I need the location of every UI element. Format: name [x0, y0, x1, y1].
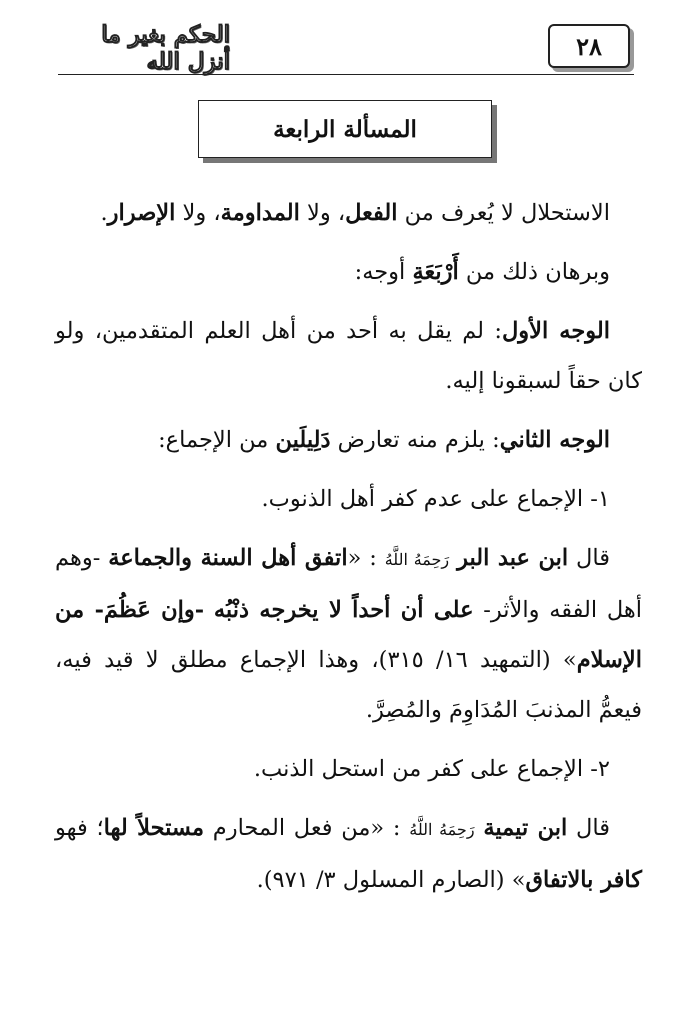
book-title-logo: الحكم بغير ما أنزل الله — [101, 21, 230, 75]
first-aspect-paragraph — [55, 306, 642, 406]
section-title: المسألة الرابعة — [198, 100, 492, 158]
text-run — [204, 597, 214, 623]
bold-term: الإصرار — [107, 200, 176, 226]
body-text — [55, 188, 642, 914]
bold-term: على أن أحداً لا يخرجه ذنْبُه — [213, 597, 474, 623]
aspect-label: الوجه الثاني — [499, 427, 610, 453]
bold-term: كافر بالاتفاق — [525, 867, 642, 893]
text-run: » (الصارم المسلول ٣/ ٩٧١). — [256, 867, 526, 893]
scholar-name: ابن عبد البر — [457, 545, 569, 571]
proof-paragraph — [55, 247, 642, 297]
bold-term: اتفق أهل السنة والجماعة — [108, 545, 348, 571]
bold-term: أَرْبَعَةِ — [412, 259, 459, 285]
text-run: من الإجماع: — [158, 427, 276, 453]
text-run: ، ولا — [299, 200, 346, 226]
honorific: رَحِمَهُ اللَّهُ — [384, 550, 450, 569]
intro-paragraph — [55, 188, 642, 238]
scholar-name: ابن تيمية — [483, 815, 568, 841]
second-aspect-paragraph — [55, 415, 642, 465]
consensus-item-2: ٢- الإجماع على كفر من استحل الذنب. — [253, 756, 610, 782]
header-divider — [58, 74, 634, 75]
aspect-label: الوجه الأول — [501, 318, 610, 344]
text-run: » (التمهيد ١٦/ ٣١٥)، وهذا الإجماع مطلق لا قيد فيه، فيعمُّ المذنبَ المُدَاوِمَ والمُصِرَّ. — [55, 647, 642, 723]
consensus-item-1: ١- الإجماع على عدم كفر أهل الذنوب. — [261, 486, 610, 512]
bold-term: المداومة — [220, 200, 300, 226]
bold-term: مستحلاً لها — [103, 815, 205, 841]
text-run: : يلزم منه تعارض — [330, 427, 500, 453]
bold-term: الفعل — [345, 200, 398, 226]
quote-ibn-abd-al-barr — [55, 533, 642, 735]
text-run: أوجه: — [354, 259, 413, 285]
text-run: قال — [567, 815, 611, 841]
text-run: الاستحلال لا يُعرف من — [397, 200, 610, 226]
honorific: رَحِمَهُ اللَّهُ — [409, 820, 475, 839]
quote-ibn-taymiyya — [55, 803, 642, 905]
text-run: -وهم أهل الفقه والأثر- — [55, 545, 642, 623]
text-run: ، ولا — [175, 200, 221, 226]
text-run: : «من فعل المحارم — [204, 815, 401, 841]
text-run: قال — [568, 545, 611, 571]
bold-term: -وإن عَظُمَ- من الإسلام — [55, 597, 642, 673]
text-run: : « — [347, 545, 377, 571]
bold-term: دَلِيلَين — [275, 427, 331, 453]
text-run: ؛ فهو — [55, 815, 104, 841]
text-run: . — [100, 200, 108, 226]
text-run: وبرهان ذلك من — [458, 259, 610, 285]
text-run: : لم يقل به أحد من أهل العلم المتقدمين، ولو كان حقاً لسبقونا إليه. — [55, 318, 642, 394]
page-number: ٢٨ — [548, 24, 630, 68]
